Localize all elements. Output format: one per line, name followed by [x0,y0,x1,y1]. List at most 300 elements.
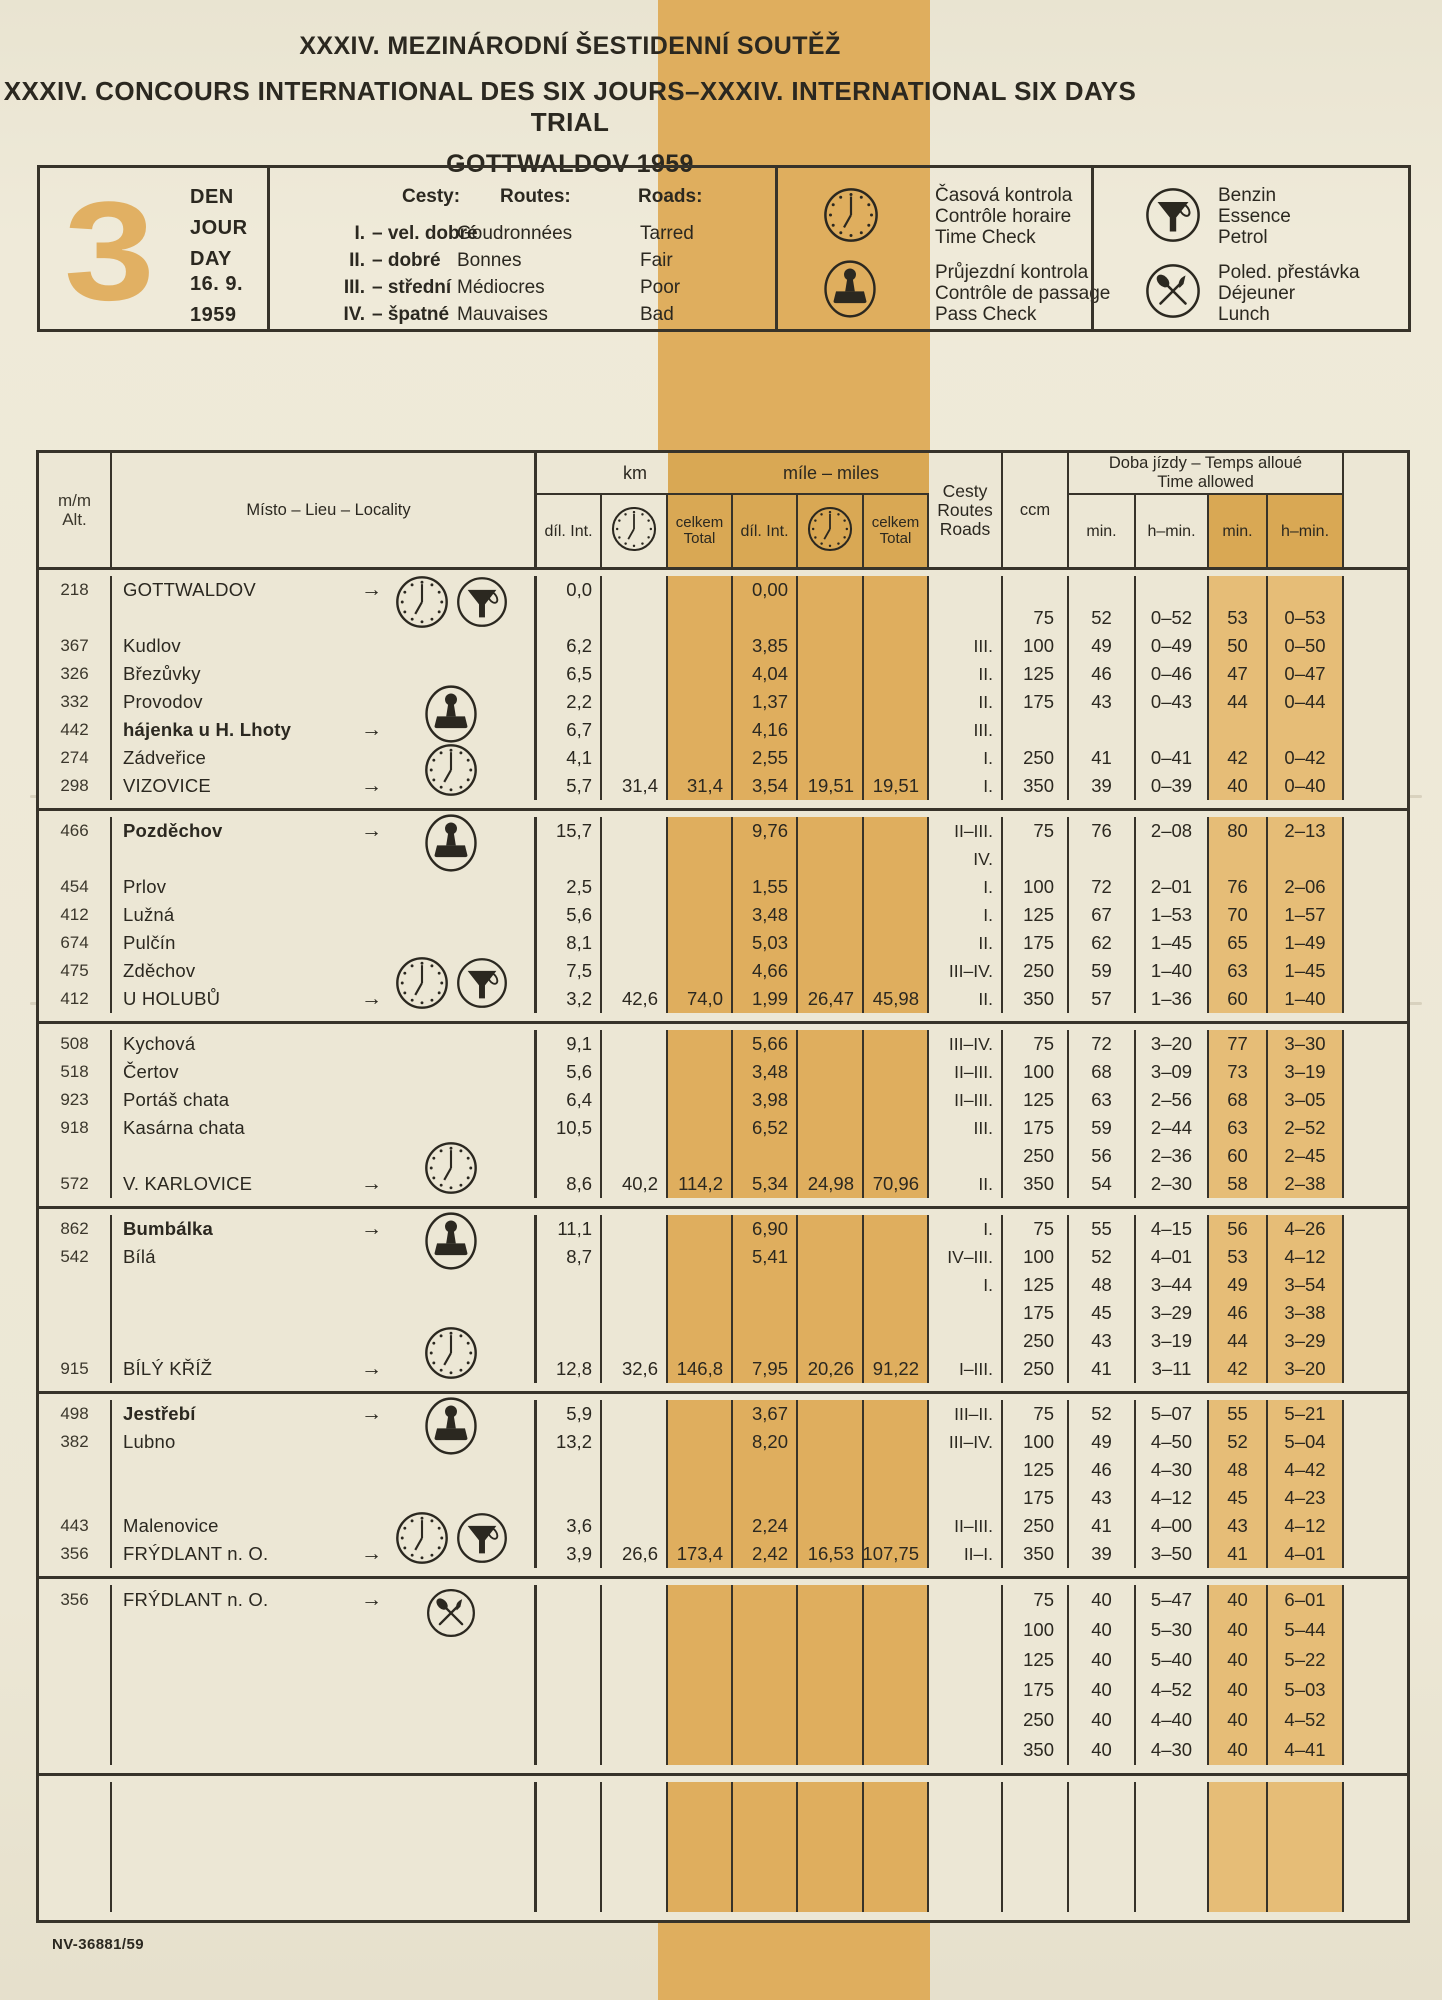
roads-header-cz: Cesty: [402,186,461,207]
table-row [39,1615,1407,1645]
clock-icon [807,506,853,556]
min-cell [1069,1782,1136,1912]
locality-cell [112,1058,537,1086]
min2-cell: 40 [1209,1735,1268,1765]
alt-cell [39,845,112,873]
miles-total-cell [864,1400,929,1428]
hmin-cell [1136,716,1209,744]
stamp-icon [424,1397,478,1460]
pass-check-en: Pass Check [935,304,1037,325]
hmin-cell: 2–44 [1136,1114,1209,1142]
km-clock-cell [602,1615,668,1645]
locality-cell [112,1675,537,1705]
miles-clock-cell [798,1327,864,1355]
clock-icon [395,575,449,634]
km-interval-cell: 7,5 [537,957,602,985]
km-total-cell [668,1585,733,1615]
alt-cell: 572 [39,1170,112,1198]
km-clock-cell [602,1456,668,1484]
roads-cell: I. [929,744,1003,772]
alt-cell [39,1484,112,1512]
header-hmin-1: h–min. [1136,495,1209,567]
min-cell: 40 [1069,1675,1136,1705]
hmin2-cell: 4–52 [1268,1705,1342,1735]
km-clock-cell [602,1058,668,1086]
km-interval-cell [537,1456,602,1484]
km-clock-cell: 32,6 [602,1355,668,1383]
locality-name: Kasárna chata [123,1117,245,1138]
spare-cell [1342,632,1407,660]
locality-name: Lubno [123,1431,176,1452]
km-interval-cell [537,1705,602,1735]
table-row [39,1400,1407,1428]
ccm-cell: 250 [1003,957,1069,985]
km-total-cell [668,817,733,845]
min-cell: 68 [1069,1058,1136,1086]
alt-cell: 298 [39,772,112,800]
alt-cell: 326 [39,660,112,688]
locality-cell [112,929,537,957]
roads-cell: I. [929,1271,1003,1299]
miles-interval-cell [733,1456,798,1484]
miles-total-cell: 70,96 [864,1170,929,1198]
time-check-clock-icon [823,187,879,248]
spare-cell [1342,744,1407,772]
km-total-cell [668,688,733,716]
road-fr: Goudronnées [457,223,573,244]
min2-cell: 40 [1209,1705,1268,1735]
alt-cell: 915 [39,1355,112,1383]
miles-clock-cell [798,1585,864,1615]
control-icons [371,1398,531,1458]
locality-name: FRÝDLANT n. O. [123,1589,269,1610]
min2-cell: 47 [1209,660,1268,688]
header-km-clock [602,495,668,567]
roads-cell [929,1327,1003,1355]
km-total-cell [668,1428,733,1456]
ccm-cell: 175 [1003,1484,1069,1512]
hmin2-cell [1268,716,1342,744]
spare-cell [1342,957,1407,985]
km-total-cell [668,1645,733,1675]
km-interval-cell: 15,7 [537,817,602,845]
ccm-cell: 175 [1003,1299,1069,1327]
roads-cell: II–III. [929,817,1003,845]
miles-interval-cell: 3,67 [733,1400,798,1428]
hmin2-cell: 2–52 [1268,1114,1342,1142]
table-row [39,957,1407,985]
hmin-cell: 4–01 [1136,1243,1209,1271]
miles-clock-cell [798,1512,864,1540]
hmin-cell [1136,845,1209,873]
locality-cell [112,1645,537,1675]
ccm-cell [1003,1782,1069,1912]
spare-cell [1342,1540,1407,1568]
table-row [39,716,1407,744]
alt-cell: 356 [39,1585,112,1615]
table-row [39,1512,1407,1540]
table-row [39,1585,1407,1615]
hmin2-cell: 1–45 [1268,957,1342,985]
alt-cell: 542 [39,1243,112,1271]
hmin-cell [1136,1782,1209,1912]
miles-total-cell [864,845,929,873]
alt-cell [39,1782,112,1912]
miles-interval-cell [733,1615,798,1645]
locality-name: VIZOVICE [123,775,211,796]
miles-interval-cell: 5,66 [733,1030,798,1058]
spare-cell [1342,817,1407,845]
miles-total-cell: 91,22 [864,1355,929,1383]
roads-cell [929,604,1003,632]
locality-name: Kudlov [123,635,181,656]
min2-cell: 41 [1209,1540,1268,1568]
min-cell: 52 [1069,1400,1136,1428]
km-total-cell [668,873,733,901]
table-row [39,1735,1407,1765]
title-line-event: GOTTWALDOV 1959 [446,150,694,178]
hmin-cell: 3–44 [1136,1271,1209,1299]
km-interval-cell: 2,2 [537,688,602,716]
control-icons [371,1213,531,1273]
hmin2-cell: 5–21 [1268,1400,1342,1428]
roads-cell: IV. [929,845,1003,873]
min-cell: 52 [1069,1243,1136,1271]
pass-check-stamp-icon [823,260,877,323]
roads-cell [929,1705,1003,1735]
table-row [39,1428,1407,1456]
day-date: 16. 9. [190,273,244,295]
ccm-cell [1003,845,1069,873]
roads-cell [929,1735,1003,1765]
header-roads: Cesty Routes Roads [929,453,1003,567]
spare-cell [1342,1735,1407,1765]
hmin-cell: 2–30 [1136,1170,1209,1198]
roads-cell [929,1782,1003,1912]
spare-cell [1342,604,1407,632]
roads-cell: II. [929,660,1003,688]
min-cell: 49 [1069,1428,1136,1456]
roads-cell: III–IV. [929,1428,1003,1456]
min-cell: 40 [1069,1735,1136,1765]
miles-clock-cell [798,929,864,957]
miles-clock-cell [798,716,864,744]
table-row [39,985,1407,1013]
min-cell: 43 [1069,1484,1136,1512]
roads-cell: III–IV. [929,957,1003,985]
min-cell: 55 [1069,1215,1136,1243]
hmin2-cell: 3–30 [1268,1030,1342,1058]
ccm-cell: 100 [1003,1243,1069,1271]
miles-total-cell [864,1512,929,1540]
hmin-cell: 1–36 [1136,985,1209,1013]
miles-interval-cell: 1,55 [733,873,798,901]
spare-cell [1342,1428,1407,1456]
clock-icon [395,956,449,1015]
hmin2-cell: 3–54 [1268,1271,1342,1299]
min2-cell: 40 [1209,1615,1268,1645]
locality-name: Kychová [123,1033,196,1054]
min2-cell: 63 [1209,1114,1268,1142]
hmin2-cell: 4–42 [1268,1456,1342,1484]
min2-cell: 40 [1209,1585,1268,1615]
miles-interval-cell: 1,99 [733,985,798,1013]
km-total-cell: 31,4 [668,772,733,800]
hmin2-cell: 2–38 [1268,1170,1342,1198]
roads-cell [929,1142,1003,1170]
miles-interval-cell [733,1645,798,1675]
min2-cell: 45 [1209,1484,1268,1512]
spare-cell [1342,1675,1407,1705]
km-clock-cell [602,1142,668,1170]
km-total-cell [668,1058,733,1086]
miles-total-cell [864,873,929,901]
km-interval-cell: 5,6 [537,1058,602,1086]
km-total-cell [668,1215,733,1243]
miles-total-cell [864,1271,929,1299]
title-line-french-english: XXXIV. CONCOURS INTERNATIONAL DES SIX JOURS–XXXIV. INTERNATIONAL SIX DAYS TRIAL [3,76,1137,137]
locality-name: Malenovice [123,1515,219,1536]
miles-clock-cell [798,1645,864,1675]
header-min-1: min. [1069,495,1136,567]
miles-total-cell [864,1675,929,1705]
stamp-icon [424,685,478,748]
km-total-cell [668,1271,733,1299]
petrol-cz: Benzin [1218,185,1277,206]
km-interval-cell [537,1299,602,1327]
hmin2-cell: 1–40 [1268,985,1342,1013]
lunch-fr: Déjeuner [1218,283,1296,304]
min2-cell: 56 [1209,1215,1268,1243]
spare-cell [1342,772,1407,800]
hmin2-cell: 2–45 [1268,1142,1342,1170]
hmin2-cell: 3–05 [1268,1086,1342,1114]
ccm-cell: 350 [1003,772,1069,800]
roads-cell [929,1585,1003,1615]
alt-cell: 923 [39,1086,112,1114]
miles-clock-cell [798,1615,864,1645]
min2-cell: 46 [1209,1299,1268,1327]
locality-cell [112,901,537,929]
table-row [39,1355,1407,1383]
locality-cell [112,1086,537,1114]
spare-cell [1342,1271,1407,1299]
pass-check-cz: Průjezdní kontrola [935,262,1089,283]
spare-cell [1342,576,1407,604]
alt-cell: 367 [39,632,112,660]
miles-total-cell [864,660,929,688]
km-total-cell [668,660,733,688]
km-clock-cell [602,632,668,660]
locality-cell [112,1735,537,1765]
control-icons [371,742,531,802]
alt-cell [39,1705,112,1735]
ccm-cell: 75 [1003,1030,1069,1058]
miles-total-cell [864,1615,929,1645]
spare-cell [1342,1705,1407,1735]
time-check-fr: Contrôle horaire [935,206,1072,227]
day-label-cz: DEN [190,186,234,208]
miles-interval-cell: 9,76 [733,817,798,845]
ccm-cell: 250 [1003,1512,1069,1540]
title-line-czech: XXXIV. MEZINÁRODNÍ ŠESTIDENNÍ SOUTĚŽ [299,32,841,60]
alt-cell [39,604,112,632]
miles-interval-cell [733,1735,798,1765]
locality-cell [112,1782,537,1912]
header-time-allowed: Doba jízdy – Temps alloué Time allowed [1069,453,1342,495]
road-fr: Bonnes [457,250,522,271]
miles-interval-cell: 0,00 [733,576,798,604]
km-clock-cell: 31,4 [602,772,668,800]
arrow-icon: → [361,718,382,741]
alt-cell [39,1327,112,1355]
min-cell [1069,716,1136,744]
miles-clock-cell [798,873,864,901]
km-total-cell [668,1675,733,1705]
roads-cell: III. [929,716,1003,744]
petrol-legend [1094,184,1408,250]
locality-name: Prlov [123,876,167,897]
table-row [39,1271,1407,1299]
min2-cell: 76 [1209,873,1268,901]
hmin-cell: 0–52 [1136,604,1209,632]
locality-name: BÍLÝ KŘÍŽ [123,1358,213,1379]
min2-cell: 42 [1209,744,1268,772]
miles-total-cell [864,716,929,744]
miles-clock-cell [798,744,864,772]
hmin-cell: 1–40 [1136,957,1209,985]
spare-cell [1342,1456,1407,1484]
header-miles: míle – miles [733,453,929,495]
roads-header-en: Roads: [638,186,703,207]
km-clock-cell [602,1299,668,1327]
hmin2-cell: 1–49 [1268,929,1342,957]
arrow-icon: → [361,819,382,842]
roads-header-fr: Routes: [500,186,571,207]
km-total-cell [668,1114,733,1142]
hmin2-cell [1268,845,1342,873]
km-total-cell [668,632,733,660]
locality-name: Provodov [123,691,203,712]
alt-cell: 412 [39,901,112,929]
km-total-cell [668,929,733,957]
ccm-cell [1003,576,1069,604]
spare-cell [1342,1327,1407,1355]
roads-cell: II–I. [929,1540,1003,1568]
roads-cell: III. [929,1114,1003,1142]
km-clock-cell [602,1400,668,1428]
min2-cell: 53 [1209,1243,1268,1271]
km-clock-cell [602,1675,668,1705]
min2-cell: 65 [1209,929,1268,957]
hmin2-cell: 4–01 [1268,1540,1342,1568]
km-total-cell [668,1456,733,1484]
ccm-cell: 75 [1003,604,1069,632]
miles-interval-cell [733,845,798,873]
min2-cell: 73 [1209,1058,1268,1086]
time-check-legend [778,184,1094,250]
km-total-cell [668,845,733,873]
min-cell: 46 [1069,1456,1136,1484]
miles-interval-cell: 5,34 [733,1170,798,1198]
hmin-cell: 3–11 [1136,1355,1209,1383]
min2-cell: 50 [1209,632,1268,660]
ccm-cell: 100 [1003,873,1069,901]
km-total-cell: 74,0 [668,985,733,1013]
km-clock-cell [602,744,668,772]
roads-cell [929,1456,1003,1484]
header-miles-total: celkem Total [864,495,929,567]
miles-total-cell: 19,51 [864,772,929,800]
miles-total-cell [864,1243,929,1271]
min-cell: 43 [1069,1327,1136,1355]
ccm-cell: 125 [1003,901,1069,929]
roads-cell [929,576,1003,604]
table-row [39,688,1407,716]
spare-cell [1342,1782,1407,1912]
km-clock-cell [602,660,668,688]
km-clock-cell [602,1645,668,1675]
hmin2-cell: 3–38 [1268,1299,1342,1327]
miles-clock-cell [798,817,864,845]
spare-cell [1342,1645,1407,1675]
locality-cell [112,1484,537,1512]
miles-total-cell [864,1327,929,1355]
ccm-cell: 350 [1003,985,1069,1013]
miles-interval-cell: 2,55 [733,744,798,772]
hmin2-cell: 0–44 [1268,688,1342,716]
km-total-cell: 173,4 [668,1540,733,1568]
alt-cell [39,1645,112,1675]
miles-clock-cell [798,1735,864,1765]
min-cell: 40 [1069,1645,1136,1675]
hmin2-cell: 5–03 [1268,1675,1342,1705]
locality-name: Lužná [123,904,175,925]
arrow-icon: → [361,774,382,797]
table-row [39,1299,1407,1327]
table-row [39,772,1407,800]
km-clock-cell [602,957,668,985]
km-clock-cell [602,1585,668,1615]
km-interval-cell [537,845,602,873]
roads-legend [267,168,778,329]
spare-cell [1342,1484,1407,1512]
min2-cell: 68 [1209,1086,1268,1114]
miles-interval-cell [733,1327,798,1355]
roads-cell: I. [929,772,1003,800]
arrow-icon: → [361,1172,382,1195]
hmin-cell: 4–30 [1136,1456,1209,1484]
alt-cell: 918 [39,1114,112,1142]
road-en: Bad [640,304,674,325]
page-title [0,32,1140,179]
ccm-cell: 125 [1003,1086,1069,1114]
spare-cell [1342,1215,1407,1243]
road-cz: – špatné [372,304,450,325]
hmin2-cell: 0–42 [1268,744,1342,772]
km-interval-cell [537,1484,602,1512]
miles-clock-cell: 24,98 [798,1170,864,1198]
locality-name: Bumbálka [123,1218,214,1239]
km-clock-cell [602,1705,668,1735]
miles-interval-cell: 2,24 [733,1512,798,1540]
km-total-cell [668,1299,733,1327]
miles-interval-cell: 3,48 [733,1058,798,1086]
roads-cell: III. [929,632,1003,660]
table-section [39,570,1407,811]
miles-total-cell [864,1645,929,1675]
hmin2-cell [1268,1782,1342,1912]
